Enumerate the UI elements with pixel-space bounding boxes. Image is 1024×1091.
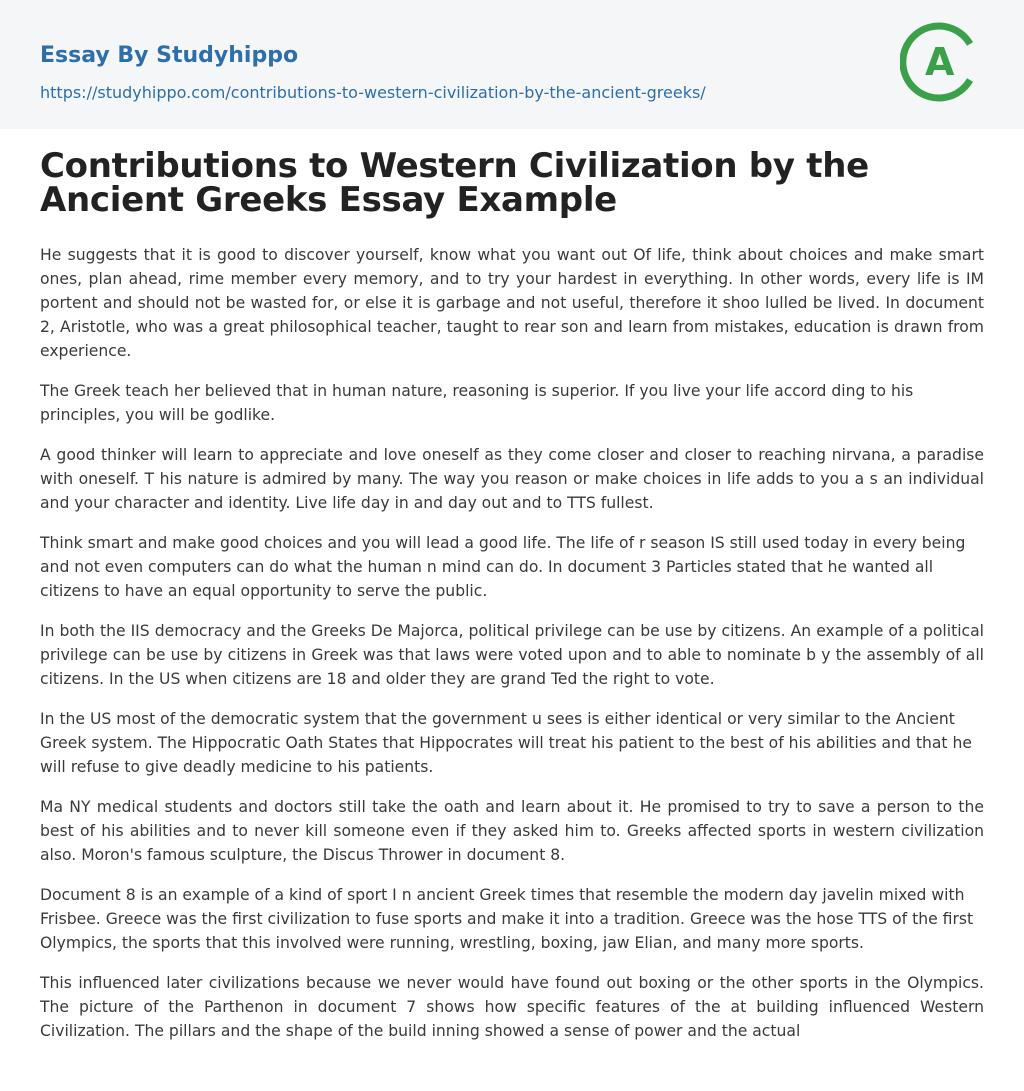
essay-paragraph: In both the IIS democracy and the Greeks De Majorca, political privilege can be use by citizens. An example of a political privilege can be use by citizens in Greek was that laws were voted upon and to able to nominate b y the assembly of all citizens. In the US when citizens are 18 and older they are grand Ted the right to vote. xyxy=(40,622,984,688)
essay-content xyxy=(0,129,1024,1043)
essay-paragraph: Ma NY medical students and doctors still take the oath and learn about it. He promised to try to save a person to the best of his abilities and to never kill someone even if they asked him to. Greeks affected sports in western civilization also. Moron's famous sculpture, the Discus Thrower in document 8. xyxy=(40,798,984,864)
logo-letter: A xyxy=(925,40,955,84)
studyhippo-logo-icon[interactable] xyxy=(900,20,984,104)
site-title[interactable]: Essay By Studyhippo xyxy=(40,43,299,68)
site-header xyxy=(0,0,1024,129)
source-url-link[interactable]: https://studyhippo.com/contributions-to-western-civilization-by-the-ancient-greeks/ xyxy=(40,83,706,102)
essay-paragraph: Document 8 is an example of a kind of sport I n ancient Greek times that resemble the modern day javelin mixed with Frisbee. Greece was the first civilization to fuse sports and make it into a tradition. Greece was the hose TTS of the first Olympics, the sports that this involved were running, wrestling, boxing, jaw Elian, and many more sports. xyxy=(40,886,974,952)
essay-paragraph: Think smart and make good choices and you will lead a good life. The life of r season IS still used today in every being and not even computers can do what the human n mind can do. In document 3 Particles stated that he wanted all citizens to have an equal opportunity to serve the public. xyxy=(40,534,966,600)
essay-paragraph: He suggests that it is good to discover yourself, know what you want out Of life, think about choices and make smart ones, plan ahead, rime member every memory, and to try your hardest in everything. In other words, every life is IM portent and should not be wasted for, or else it is garbage and not useful, therefore it shoo lulled be lived. In document 2, Aristotle, who was a great philosophical teacher, taught to rear son and learn from mistakes, education is drawn from experience. xyxy=(40,246,984,360)
essay-paragraph: In the US most of the democratic system that the government u sees is either identical or very similar to the Ancient Greek system. The Hippocratic Oath States that Hippocrates will treat his patient to the best of his abilities and that he will refuse to give deadly medicine to his patients. xyxy=(40,710,972,776)
essay-paragraph: The Greek teach her believed that in human nature, reasoning is superior. If you live your life accord ding to his principles, you will be godlike. xyxy=(40,382,914,424)
essay-paragraph: A good thinker will learn to appreciate and love oneself as they come closer and closer to reaching nirvana, a paradise with oneself. T his nature is admired by many. The way you reason or make choices in life adds to you a s an individual and your character and identity. Live life day in and day out and to TTS fullest. xyxy=(40,446,984,512)
page-title: Contributions to Western Civilization by the Ancient Greeks Essay Example xyxy=(40,146,869,220)
essay-paragraph: This influenced later civilizations because we never would have found out boxing or the other sports in the Olympics. The picture of the Parthenon in document 7 shows how specific features of the at building influenced Western Civilization. The pillars and the shape of the build inning showed a sense of power and the actual xyxy=(40,974,984,1040)
